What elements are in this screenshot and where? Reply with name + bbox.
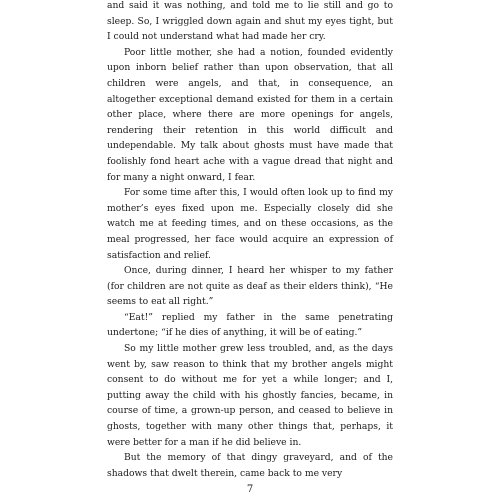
paragraph-graveyard-memory: But the memory of that dingy graveyard, and of the shadows that dwelt therein, came back to me very: [107, 452, 393, 479]
paragraph-mother-notion: Poor little mother, she had a notion, founded evidently upon inborn belief rather than upon observation, that all children were angels, and that, in consequence, an altogether exceptional demand existed for them in a certain other place, where there are more openings for angels, rendering their retention in this world difficult and undependable. My talk about ghosts must have made that foolishly fond heart ache with a vague dread that night and for many a night onward, I fear.: [107, 46, 393, 183]
page-number: 7: [246, 484, 254, 495]
paragraph-whisper: Once, during dinner, I heard her whisper to my father (for children are not quite as deaf as their elders think), “He seems to eat all right.”: [107, 265, 393, 308]
paragraph-grew-up: So my little mother grew less troubled, and, as the days went by, saw reason to think that my brother angels might consent to do without me for yet a while longer; and I, putting away the child with his ghostly fancies, became, in course of time, a grown-up person, and ceased to believe in ghosts, together with many other things that, perhaps, it were better for a man if he did believe in.: [107, 343, 393, 448]
paragraph-mother-watching: For some time after this, I would often look up to find my mother’s eyes fixed upon me. Especially closely did she watch me at feeding times, and on these occasions, as the meal progressed, her face would acquire an expression of satisfaction and relief.: [107, 187, 393, 261]
paragraph-father-reply: “Eat!” replied my father in the same penetrating undertone; “if he dies of anything, it will be of eating.”: [107, 311, 393, 339]
body-text: [107, 0, 393, 481]
paragraph-continuation: and said it was nothing, and told me to lie still and go to sleep. So, I wriggled down again and shut my eyes tight, but I could not understand what had made her cry.: [107, 0, 393, 43]
